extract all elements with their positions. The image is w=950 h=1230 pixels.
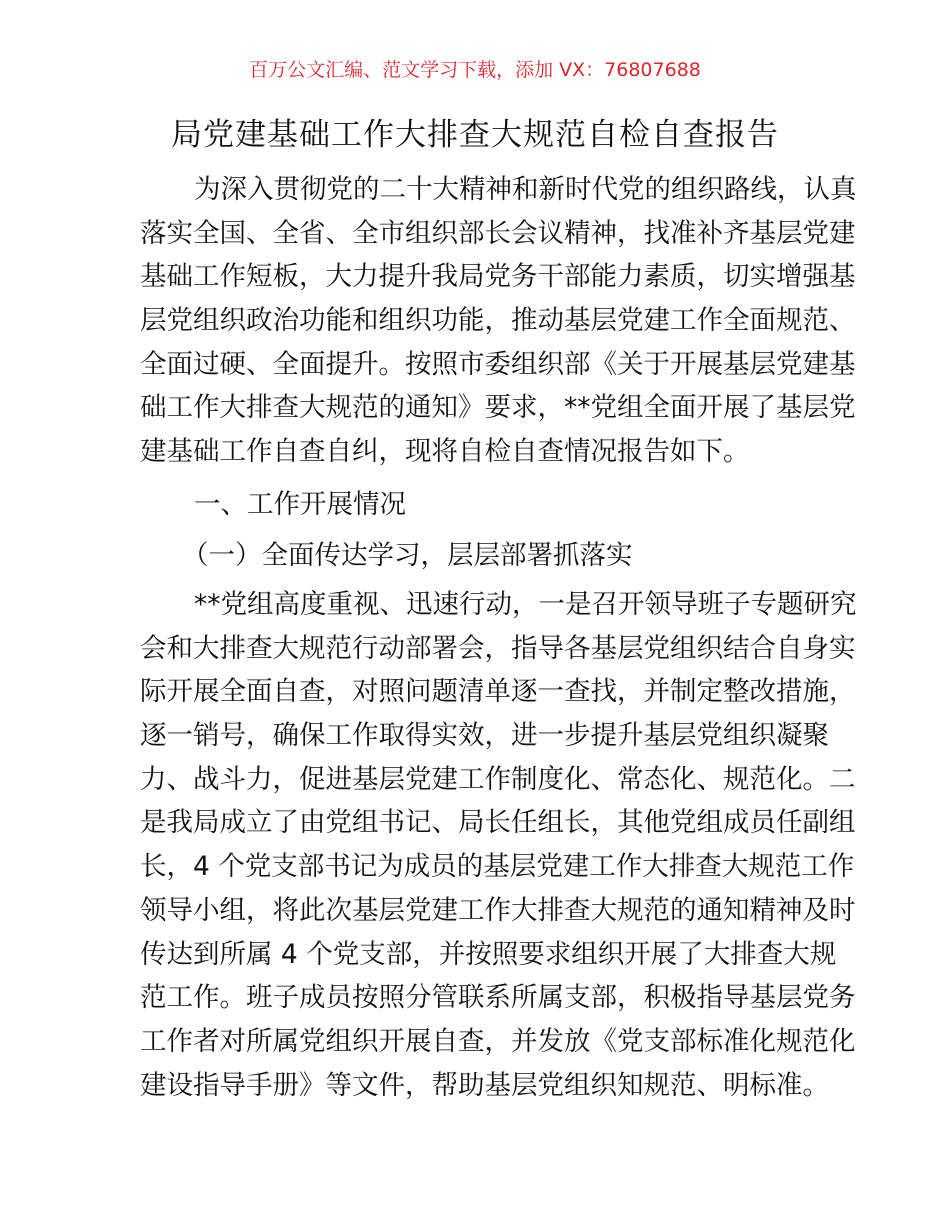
text-line: 建基础工作自查自纠，现将自检自查情况报告如下。 (140, 436, 750, 468)
text-line: 范工作。班子成员按照分管联系所属支部，积极指导基层党务 (140, 982, 856, 1014)
text-line: 建设指导手册》等文件，帮助基层党组织知规范、明标准。 (140, 1069, 829, 1101)
text-line: 长，4 个党支部书记为成员的基层党建工作大排查大规范工作 (140, 851, 855, 883)
subsection-heading: （一）全面传达学习，层层部署抓落实 (182, 540, 633, 571)
text-line: 础工作大排查大规范的通知》要求，**党组全面开展了基层党 (140, 392, 856, 424)
text-line: 力、战斗力，促进基层党建工作制度化、常态化、规范化。二 (140, 763, 856, 795)
paragraph-body (140, 583, 857, 1107)
text-line: 为深入贯彻党的二十大精神和新时代党的组织路线，认真 (194, 174, 857, 205)
text-line: 逐一销号，确保工作取得实效，进一步提升基层党组织凝聚 (140, 720, 829, 752)
text-line: 落实全国、全省、全市组织部长会议精神，找准补齐基层党建 (140, 217, 856, 249)
text-line: 领导小组，将此次基层党建工作大排查大规范的通知精神及时 (140, 894, 856, 926)
text-line: 全面过硬、全面提升。按照市委组织部《关于开展基层党建基 (140, 348, 856, 380)
watermark-header: 百万公文汇编、范文学习下载，添加 VX：76807688 (249, 59, 701, 81)
text-line: 是我局成立了由党组书记、局长任组长，其他党组成员任副组 (140, 807, 856, 839)
text-line: 际开展全面自查，对照问题清单逐一查找，并制定整改措施， (140, 676, 856, 708)
text-line: 会和大排查大规范行动部署会，指导各基层党组织结合自身实 (140, 632, 856, 664)
text-line: 基础工作短板，大力提升我局党务干部能力素质，切实增强基 (140, 261, 856, 293)
text-line: 工作者对所属党组织开展自查，并发放《党支部标准化规范化 (140, 1025, 856, 1057)
section-heading: 一、工作开展情况 (194, 489, 406, 520)
text-line: 层党组织政治功能和组织功能，推动基层党建工作全面规范、 (140, 305, 856, 337)
document-title: 局党建基础工作大排查大规范自检自查报告 (171, 117, 779, 153)
text-line: 传达到所属 4 个党支部，并按照要求组织开展了大排查大规 (140, 938, 837, 970)
paragraph-intro (140, 168, 857, 474)
text-line: **党组高度重视、迅速行动，一是召开领导班子专题研究 (194, 589, 857, 620)
